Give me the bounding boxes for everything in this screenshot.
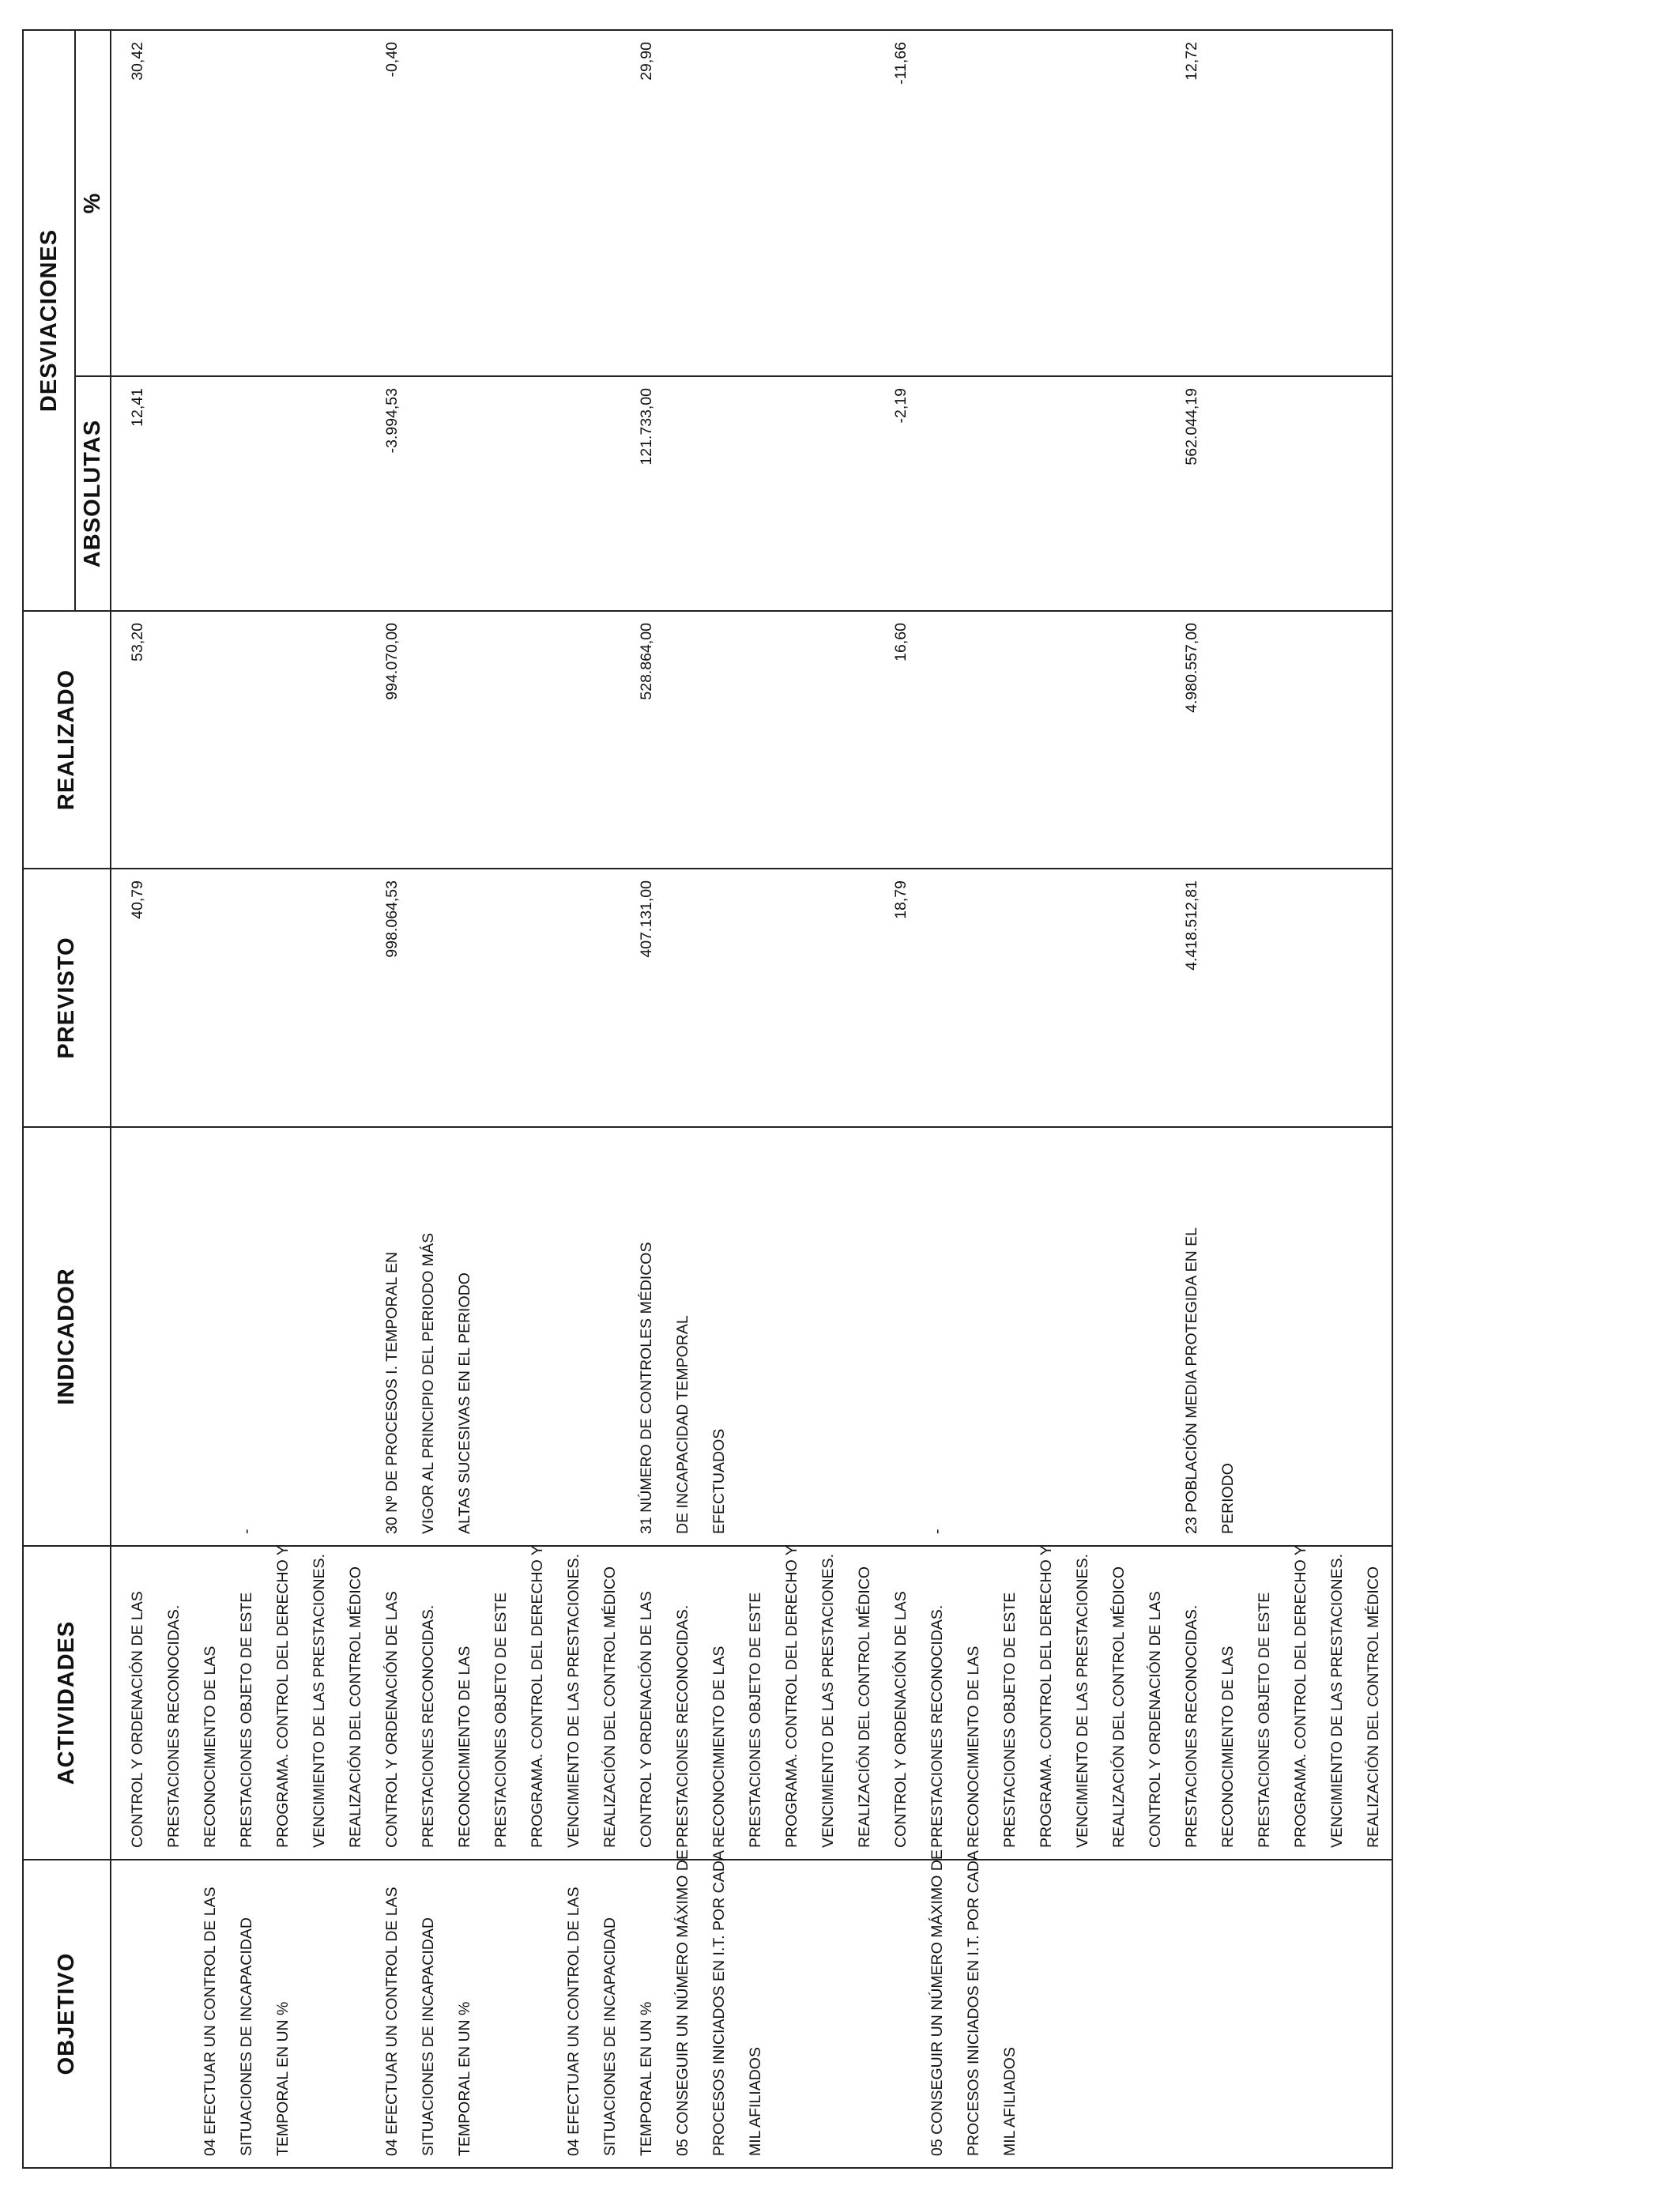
num-spacer bbox=[955, 623, 992, 857]
objetivo-line: TEMPORAL EN UN % bbox=[274, 2001, 292, 2156]
indicador-spacer bbox=[301, 1139, 337, 1534]
previsto-value: 998.064,53 bbox=[383, 880, 401, 958]
objetivo-line: TEMPORAL EN UN % bbox=[456, 2001, 473, 2156]
num-spacer bbox=[665, 42, 701, 364]
objetivo-line bbox=[156, 1872, 192, 2156]
indicador-spacer bbox=[1064, 1139, 1101, 1534]
num-spacer bbox=[846, 623, 883, 857]
num-spacer bbox=[992, 623, 1028, 857]
actividades-line: PRESTACIONES RECONOCIDAS. bbox=[1183, 1604, 1200, 1848]
porcentaje-value: -11,66 bbox=[892, 41, 910, 85]
objetivo-line: SITUACIONES DE INCAPACIDAD bbox=[601, 1917, 619, 2156]
indicador-line: - bbox=[238, 1529, 255, 1534]
num-spacer bbox=[519, 880, 556, 1115]
num-spacer bbox=[156, 42, 192, 364]
num-spacer bbox=[446, 388, 483, 599]
objetivo-line bbox=[301, 1872, 337, 2156]
porcentaje-value: 30,42 bbox=[129, 41, 146, 81]
num-spacer bbox=[1101, 42, 1137, 364]
num-spacer bbox=[955, 42, 992, 364]
header-indicador: INDICADOR bbox=[23, 1127, 111, 1546]
indicador-line: EFECTUADOS bbox=[710, 1428, 728, 1534]
num-spacer bbox=[156, 388, 192, 599]
objetivo-line: 05 CONSEGUIR UN NÚMERO MÁXIMO DE bbox=[929, 1849, 946, 2156]
indicador-line bbox=[192, 1139, 228, 1534]
num-spacer bbox=[337, 42, 374, 364]
indicador-line: 30 Nº DE PROCESOS I. TEMPORAL EN bbox=[383, 1251, 401, 1534]
indicador-line: DE INCAPACIDAD TEMPORAL bbox=[674, 1315, 691, 1534]
num-spacer bbox=[556, 880, 592, 1115]
num-spacer bbox=[446, 623, 483, 857]
porcentaje-value: 12,72 bbox=[1183, 41, 1200, 81]
num-spacer bbox=[810, 42, 846, 364]
num-spacer bbox=[1101, 623, 1137, 857]
objetivo-line: MIL AFILIADOS bbox=[1001, 2047, 1019, 2156]
num-spacer bbox=[265, 623, 301, 857]
num-spacer bbox=[519, 42, 556, 364]
num-spacer bbox=[592, 623, 628, 857]
header-actividades: ACTIVIDADES bbox=[23, 1546, 111, 1860]
objetivo-line: 04 EFECTUAR UN CONTROL DE LAS bbox=[202, 1887, 219, 2156]
absolutas-value: -3.994,53 bbox=[383, 388, 401, 454]
objetivo-line bbox=[119, 1872, 156, 2156]
num-spacer bbox=[774, 388, 810, 599]
objetivo-line: 04 EFECTUAR UN CONTROL DE LAS bbox=[565, 1887, 582, 2156]
objetivo-line: TEMPORAL EN UN % bbox=[638, 2001, 655, 2156]
indicador-spacer bbox=[556, 1139, 592, 1534]
absolutas-value: 121.733,00 bbox=[638, 388, 655, 466]
indicador-spacer bbox=[265, 1139, 301, 1534]
actividades-line: PRESTACIONES RECONOCIDAS. bbox=[165, 1604, 183, 1848]
num-spacer bbox=[955, 388, 992, 599]
objetivo-spacer bbox=[774, 1872, 810, 2156]
actividades-line: CONTROL Y ORDENACIÓN DE LAS bbox=[129, 1591, 146, 1848]
indicador-line: 31 NÚMERO DE CONTROLES MÉDICOS bbox=[638, 1242, 655, 1534]
num-spacer bbox=[955, 880, 992, 1115]
num-spacer bbox=[301, 42, 337, 364]
num-spacer bbox=[737, 623, 774, 857]
header-objetivo: OBJETIVO bbox=[23, 1860, 111, 2168]
num-spacer bbox=[1064, 42, 1101, 364]
actividades-line: REALIZACIÓN DEL CONTROL MÉDICO bbox=[347, 1566, 364, 1848]
indicador-spacer bbox=[883, 1139, 919, 1534]
num-spacer bbox=[1064, 388, 1101, 599]
num-spacer bbox=[919, 623, 955, 857]
num-spacer bbox=[1137, 880, 1173, 1115]
actividades-line: PRESTACIONES RECONOCIDAS. bbox=[929, 1604, 946, 1848]
actividades-line: PRESTACIONES RECONOCIDAS. bbox=[420, 1604, 437, 1848]
indicador-spacer bbox=[483, 1139, 519, 1534]
objetivo-line: PROCESOS INICIADOS EN I.T. POR CADA bbox=[710, 1850, 728, 2156]
previsto-value: 407.131,00 bbox=[638, 880, 655, 958]
actividades-line: PRESTACIONES OBJETO DE ESTE bbox=[492, 1592, 510, 1848]
num-spacer bbox=[301, 623, 337, 857]
actividades-line: VENCIMIENTO DE LAS PRESTACIONES. bbox=[311, 1553, 328, 1848]
indicador-spacer bbox=[846, 1139, 883, 1534]
num-spacer bbox=[1101, 388, 1137, 599]
actividades-line: RECONOCIMIENTO DE LAS bbox=[1219, 1646, 1237, 1848]
num-spacer bbox=[337, 880, 374, 1115]
num-spacer bbox=[301, 880, 337, 1115]
num-spacer bbox=[737, 388, 774, 599]
num-spacer bbox=[701, 623, 737, 857]
num-spacer bbox=[410, 388, 446, 599]
num-spacer bbox=[774, 42, 810, 364]
actividades-line: PRESTACIONES OBJETO DE ESTE bbox=[1256, 1592, 1273, 1848]
num-spacer bbox=[556, 42, 592, 364]
indicador-line: ALTAS SUCESIVAS EN EL PERIODO bbox=[456, 1272, 473, 1534]
objetivo-line bbox=[483, 1872, 519, 2156]
absolutas-cell bbox=[111, 376, 1392, 611]
actividades-line: PROGRAMA. CONTROL DEL DERECHO Y bbox=[529, 1545, 546, 1848]
num-spacer bbox=[446, 880, 483, 1115]
objetivo-line bbox=[337, 1872, 374, 2156]
num-spacer bbox=[1028, 42, 1064, 364]
objetivo-line: SITUACIONES DE INCAPACIDAD bbox=[238, 1917, 255, 2156]
num-spacer bbox=[737, 880, 774, 1115]
actividades-line: PROGRAMA. CONTROL DEL DERECHO Y bbox=[274, 1545, 292, 1848]
num-spacer bbox=[337, 388, 374, 599]
header-row bbox=[23, 30, 75, 2168]
actividades-line: RECONOCIMIENTO DE LAS bbox=[965, 1646, 982, 1848]
num-spacer bbox=[1028, 623, 1064, 857]
num-spacer bbox=[810, 880, 846, 1115]
num-spacer bbox=[992, 880, 1028, 1115]
actividades-line: PRESTACIONES OBJETO DE ESTE bbox=[238, 1592, 255, 1848]
porcentaje-value: -0,40 bbox=[383, 41, 401, 77]
actividades-line: CONTROL Y ORDENACIÓN DE LAS bbox=[638, 1591, 655, 1848]
header-previsto: PREVISTO bbox=[23, 869, 111, 1127]
num-spacer bbox=[665, 880, 701, 1115]
num-spacer bbox=[774, 623, 810, 857]
actividades-line: REALIZACIÓN DEL CONTROL MÉDICO bbox=[601, 1566, 619, 1848]
indicador-spacer bbox=[592, 1139, 628, 1534]
num-spacer bbox=[556, 623, 592, 857]
realizado-value: 4.980.557,00 bbox=[1183, 623, 1200, 713]
num-spacer bbox=[919, 42, 955, 364]
num-spacer bbox=[592, 388, 628, 599]
num-spacer bbox=[228, 388, 265, 599]
num-spacer bbox=[592, 880, 628, 1115]
realizado-value: 53,20 bbox=[129, 623, 146, 662]
header-desviaciones: DESVIACIONES bbox=[23, 30, 75, 611]
indicador-spacer bbox=[774, 1139, 810, 1534]
indicador-spacer bbox=[519, 1139, 556, 1534]
porcentaje-value: 29,90 bbox=[638, 41, 655, 81]
num-spacer bbox=[810, 623, 846, 857]
actividades-line: CONTROL Y ORDENACIÓN DE LAS bbox=[892, 1591, 910, 1848]
table-row bbox=[111, 30, 1392, 2168]
num-spacer bbox=[265, 42, 301, 364]
num-spacer bbox=[846, 880, 883, 1115]
num-spacer bbox=[410, 42, 446, 364]
header-porcentaje: % bbox=[75, 30, 111, 376]
indicador-line: - bbox=[929, 1529, 946, 1534]
actividades-line: REALIZACIÓN DEL CONTROL MÉDICO bbox=[1110, 1566, 1128, 1848]
objetivo-cell bbox=[111, 1849, 1392, 2168]
actividades-line: RECONOCIMIENTO DE LAS bbox=[710, 1646, 728, 1848]
num-spacer bbox=[192, 880, 228, 1115]
num-spacer bbox=[1137, 42, 1173, 364]
num-spacer bbox=[192, 42, 228, 364]
num-spacer bbox=[519, 388, 556, 599]
actividades-line: REALIZACIÓN DEL CONTROL MÉDICO bbox=[1365, 1566, 1382, 1848]
num-spacer bbox=[992, 388, 1028, 599]
num-spacer bbox=[1101, 880, 1137, 1115]
objetivo-line: 05 CONSEGUIR UN NÚMERO MÁXIMO DE bbox=[674, 1849, 691, 2156]
actividades-line: VENCIMIENTO DE LAS PRESTACIONES. bbox=[565, 1553, 582, 1848]
realizado-value: 16,60 bbox=[892, 623, 910, 662]
header-absolutas: ABSOLUTAS bbox=[75, 376, 111, 611]
num-spacer bbox=[483, 42, 519, 364]
num-spacer bbox=[1137, 623, 1173, 857]
num-spacer bbox=[192, 388, 228, 599]
num-spacer bbox=[483, 623, 519, 857]
absolutas-value: -2,19 bbox=[892, 388, 910, 424]
actividades-line: PRESTACIONES OBJETO DE ESTE bbox=[1001, 1592, 1019, 1848]
indicador-spacer bbox=[337, 1139, 374, 1534]
num-spacer bbox=[156, 623, 192, 857]
porcentaje-cell bbox=[111, 30, 1392, 376]
num-spacer bbox=[919, 880, 955, 1115]
actividades-line: PROGRAMA. CONTROL DEL DERECHO Y bbox=[783, 1545, 800, 1848]
num-spacer bbox=[1064, 880, 1101, 1115]
indicador-spacer bbox=[737, 1139, 774, 1534]
num-spacer bbox=[228, 42, 265, 364]
num-spacer bbox=[228, 623, 265, 857]
objetivo-spacer bbox=[883, 1872, 919, 2156]
num-spacer bbox=[192, 623, 228, 857]
objetivo-line bbox=[519, 1872, 556, 2156]
actividades-line: CONTROL Y ORDENACIÓN DE LAS bbox=[383, 1591, 401, 1848]
previsto-cell bbox=[111, 869, 1392, 1127]
indicador-spacer bbox=[1101, 1139, 1137, 1534]
indicador-line: VIGOR AL PRINCIPIO DEL PERIODO MÁS bbox=[420, 1232, 437, 1534]
realizado-cell bbox=[111, 611, 1392, 869]
num-spacer bbox=[592, 42, 628, 364]
num-spacer bbox=[446, 42, 483, 364]
indicador-spacer bbox=[992, 1139, 1028, 1534]
objetivo-line: 04 EFECTUAR UN CONTROL DE LAS bbox=[383, 1887, 401, 2156]
actividades-line: VENCIMIENTO DE LAS PRESTACIONES. bbox=[1328, 1553, 1346, 1848]
num-spacer bbox=[1028, 388, 1064, 599]
realizado-value: 528.864,00 bbox=[638, 623, 655, 700]
num-spacer bbox=[228, 880, 265, 1115]
indicador-spacer bbox=[1137, 1139, 1173, 1534]
objetivo-line: MIL AFILIADOS bbox=[747, 2047, 764, 2156]
num-spacer bbox=[265, 388, 301, 599]
num-spacer bbox=[556, 388, 592, 599]
num-spacer bbox=[810, 388, 846, 599]
num-spacer bbox=[1028, 880, 1064, 1115]
objetivo-spacer bbox=[846, 1872, 883, 2156]
num-spacer bbox=[919, 388, 955, 599]
objetivo-spacer bbox=[810, 1872, 846, 2156]
num-spacer bbox=[156, 880, 192, 1115]
report-table bbox=[22, 29, 1393, 2169]
num-spacer bbox=[1137, 388, 1173, 599]
num-spacer bbox=[337, 623, 374, 857]
num-spacer bbox=[410, 880, 446, 1115]
previsto-value: 18,79 bbox=[892, 880, 910, 919]
indicador-line bbox=[156, 1139, 192, 1534]
absolutas-value: 562.044,19 bbox=[1183, 388, 1200, 466]
actividades-line: PRESTACIONES RECONOCIDAS. bbox=[674, 1604, 691, 1848]
num-spacer bbox=[846, 42, 883, 364]
num-spacer bbox=[701, 42, 737, 364]
num-spacer bbox=[519, 623, 556, 857]
actividades-line: VENCIMIENTO DE LAS PRESTACIONES. bbox=[1074, 1553, 1091, 1848]
previsto-value: 4.418.512,81 bbox=[1183, 880, 1200, 971]
num-spacer bbox=[737, 42, 774, 364]
objetivo-line: SITUACIONES DE INCAPACIDAD bbox=[420, 1917, 437, 2156]
previsto-value: 40,79 bbox=[129, 880, 146, 919]
num-spacer bbox=[992, 42, 1028, 364]
header-realizado: REALIZADO bbox=[23, 611, 111, 869]
actividades-line: PRESTACIONES OBJETO DE ESTE bbox=[747, 1592, 764, 1848]
actividades-line: CONTROL Y ORDENACIÓN DE LAS bbox=[1147, 1591, 1164, 1848]
indicador-spacer bbox=[1028, 1139, 1064, 1534]
actividades-line: RECONOCIMIENTO DE LAS bbox=[202, 1646, 219, 1848]
objetivo-line: PROCESOS INICIADOS EN I.T. POR CADA bbox=[965, 1850, 982, 2156]
num-spacer bbox=[665, 388, 701, 599]
num-spacer bbox=[1064, 623, 1101, 857]
realizado-value: 994.070,00 bbox=[383, 623, 401, 700]
num-spacer bbox=[665, 623, 701, 857]
actividades-line: PROGRAMA. CONTROL DEL DERECHO Y bbox=[1292, 1545, 1309, 1848]
num-spacer bbox=[846, 388, 883, 599]
indicador-spacer bbox=[810, 1139, 846, 1534]
indicador-spacer bbox=[955, 1139, 992, 1534]
num-spacer bbox=[483, 388, 519, 599]
num-spacer bbox=[265, 880, 301, 1115]
indicador-line: 23 POBLACIÓN MEDIA PROTEGIDA EN EL bbox=[1183, 1227, 1200, 1534]
actividades-line: PROGRAMA. CONTROL DEL DERECHO Y bbox=[1038, 1545, 1055, 1848]
num-spacer bbox=[774, 880, 810, 1115]
num-spacer bbox=[483, 880, 519, 1115]
absolutas-value: 12,41 bbox=[129, 388, 146, 427]
actividades-line: RECONOCIMIENTO DE LAS bbox=[456, 1646, 473, 1848]
actividades-line: VENCIMIENTO DE LAS PRESTACIONES. bbox=[819, 1553, 837, 1848]
indicador-cell bbox=[111, 1127, 1392, 1546]
num-spacer bbox=[301, 388, 337, 599]
actividades-cell bbox=[111, 1546, 1392, 1860]
actividades-line: REALIZACIÓN DEL CONTROL MÉDICO bbox=[856, 1566, 873, 1848]
indicador-line: PERIODO bbox=[1219, 1463, 1237, 1534]
num-spacer bbox=[410, 623, 446, 857]
num-spacer bbox=[701, 880, 737, 1115]
num-spacer bbox=[701, 388, 737, 599]
indicador-line bbox=[119, 1139, 156, 1534]
